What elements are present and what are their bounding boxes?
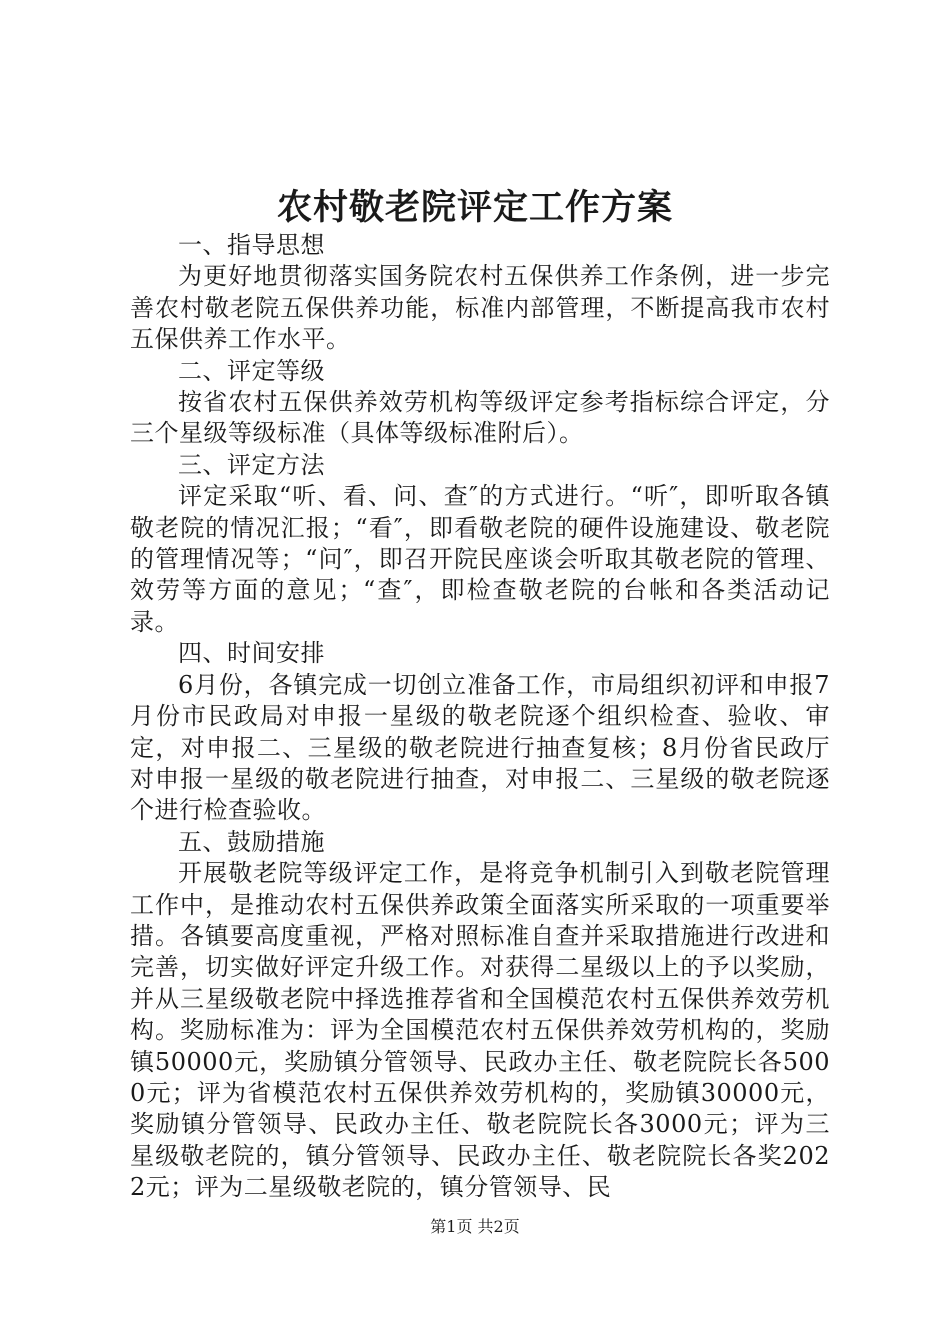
section-heading-schedule: 四、时间安排 (178, 639, 325, 668)
document-title: 农村敬老院评定工作方案 (276, 187, 673, 228)
section-heading-rating-methods: 三、评定方法 (178, 450, 325, 479)
page-footer: 第1页 共2页 (430, 1217, 520, 1236)
section-heading-guiding-ideology: 一、指导思想 (178, 231, 325, 259)
paragraph-rating-levels: 按省农村五保供养效劳机构等级评定参考指标综合评定，分三个星级等级标准（具体等级标准附后）。 (130, 388, 830, 448)
section-heading-rating-levels: 二、评定等级 (178, 356, 325, 385)
document-body (130, 230, 830, 1204)
paragraph-rating-methods: 评定采取“听、看、问、查″的方式进行。“听″，即听取各镇敬老院的情况汇报；“看″，即看敬老院的硬件设施建设、敬老院的管理情况等；“问″，即召开院民座谈会听取其敬老院的管理、效劳等方面的意见；“查″，即检查敬老院的台帐和各类活动记录。 (130, 482, 830, 636)
paragraph-incentives: 开展敬老院等级评定工作，是将竞争机制引入到敬老院管理工作中，是推动农村五保供养政策全面落实所采取的一项重要举措。各镇要高度重视，严格对照标准自查并采取措施进行改进和完善，切实做好评定升级工作。对获得二星级以上的予以奖励，并从三星级敬老院中择选推荐省和全国模范农村五保供养效劳机构。奖励标准为：评为全国模范农村五保供养效劳机构的，奖励镇50000元，奖励镇分管领导、民政办主任、敬老院院长各5000元；评为省模范农村五保供养效劳机构的，奖励镇30000元，奖励镇分管领导、民政办主任、敬老院院长各3000元；评为三星级敬老院的，镇分管领导、民政办主任、敬老院院长各奖2022元；评为二星级敬老院的，镇分管领导、民 (130, 859, 830, 1202)
paragraph-guiding-ideology: 为更好地贯彻落实国务院农村五保供养工作条例，进一步完善农村敬老院五保供养功能，标准内部管理，不断提高我市农村五保供养工作水平。 (130, 262, 830, 354)
paragraph-schedule: 6月份，各镇完成一切创立准备工作，市局组织初评和申报7月份市民政局对申报一星级的敬老院逐个组织检查、验收、审定，对申报二、三星级的敬老院进行抽查复核；8月份省民政厅对申报一星级的敬老院进行抽查，对申报二、三星级的敬老院逐个进行检查验收。 (130, 670, 830, 825)
section-heading-incentives: 五、鼓励措施 (178, 827, 325, 856)
